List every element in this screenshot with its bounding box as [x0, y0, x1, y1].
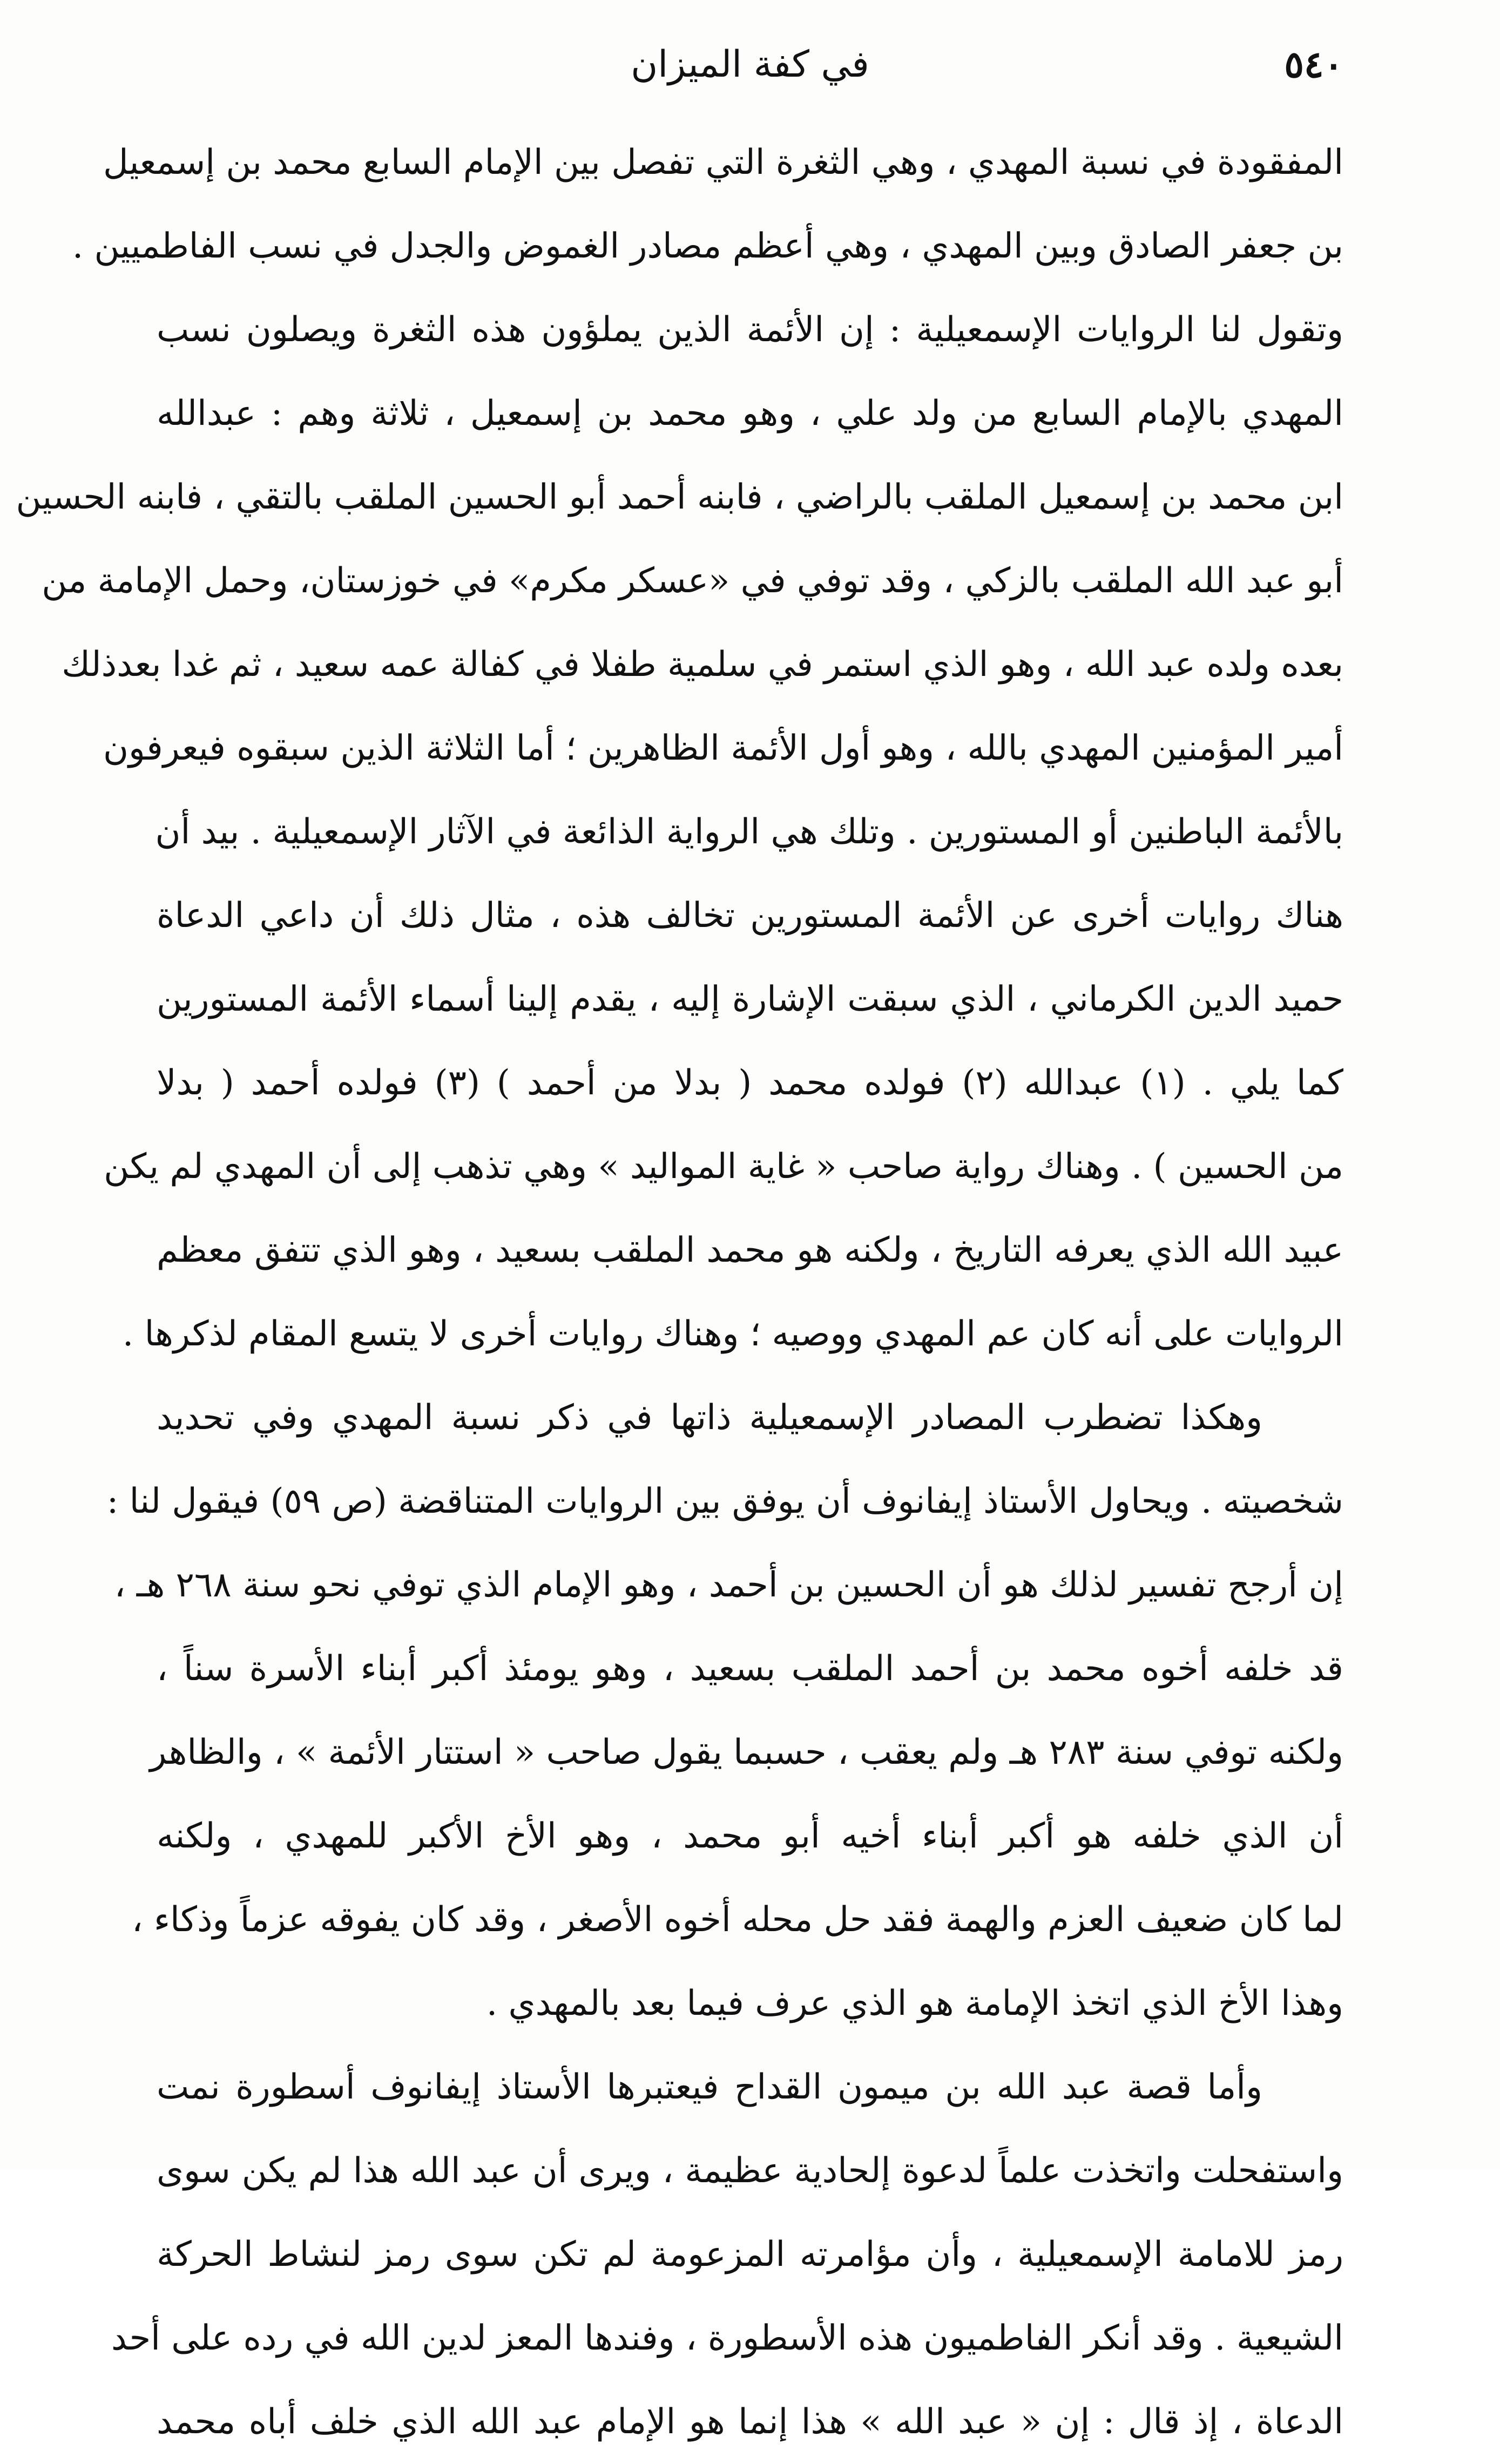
text-line: قد خلفه أخوه محمد بن أحمد الملقب بسعيد ، وهو يومئذ أكبر أبناء الأسرة سناً ،	[157, 1649, 1343, 1689]
text-line: وهكذا تضطرب المصادر الإسمعيلية ذاتها في ذكر نسبة المهدي وفي تحديد	[157, 1398, 1262, 1438]
text-line: أبو عبد الله الملقب بالزكي ، وقد توفي في «عسكر مكرم» في خوزستان، وحمل الإمامة من	[42, 561, 1343, 601]
text-line: ولكنه توفي سنة ٢٨٣ هـ ولم يعقب ، حسبما يقول صاحب « استتار الأئمة » ، والظاهر	[150, 1732, 1343, 1772]
text-line: رمز للامامة الإسمعيلية ، وأن مؤامرته المزعومة لم تكن سوى رمز لنشاط الحركة	[157, 2235, 1343, 2275]
text-line: إن أرجح تفسير لذلك هو أن الحسين بن أحمد ، وهو الإمام الذي توفي نحو سنة ٢٦٨ هـ ،	[114, 1565, 1343, 1605]
text-line: الشيعية . وقد أنكر الفاطميون هذه الأسطورة ، وفندها المعز لدين الله في رده على أحد	[111, 2318, 1343, 2358]
text-line: وأما قصة عبد الله بن ميمون القداح فيعتبرها الأستاذ إيفانوف أسطورة نمت	[157, 2067, 1262, 2107]
text-line: واستفحلت واتخذت علماً لدعوة إلحادية عظيمة ، ويرى أن عبد الله هذا لم يكن سوى	[157, 2151, 1343, 2191]
text-line: هناك روايات أخرى عن الأئمة المستورين تخالف هذه ، مثال ذلك أن داعي الدعاة	[157, 896, 1343, 936]
text-line: المهدي بالإمام السابع من ولد علي ، وهو محمد بن إسمعيل ، ثلاثة وهم : عبدالله	[157, 394, 1343, 434]
text-line: شخصيته . ويحاول الأستاذ إيفانوف أن يوفق بين الروايات المتناقضة (ص ٥٩) فيقول لنا :	[106, 1481, 1343, 1521]
body-text	[16, 121, 1344, 2464]
text-line: بالأئمة الباطنين أو المستورين . وتلك هي الرواية الذائعة في الآثار الإسمعيلية . بيد أن	[155, 812, 1343, 852]
text-line: ابن محمد بن إسمعيل الملقب بالراضي ، فابنه أحمد أبو الحسين الملقب بالتقي ، فابنه الحسين	[16, 477, 1343, 517]
text-line: كما يلي . (١) عبدالله (٢) فولده محمد ( بدلا من أحمد ) (٣) فولده أحمد ( بدلا	[157, 1063, 1344, 1103]
text-line: من الحسين ) . وهناك رواية صاحب « غاية المواليد » وهي تذهب إلى أن المهدي لم يكن	[104, 1147, 1343, 1187]
text-line: وتقول لنا الروايات الإسمعيلية : إن الأئمة الذين يملؤون هذه الثغرة ويصلون نسب	[157, 310, 1343, 350]
running-title: في كفة الميزان	[631, 43, 869, 86]
text-line: المفقودة في نسبة المهدي ، وهي الثغرة التي تفصل بين الإمام السابع محمد بن إسمعيل	[103, 143, 1343, 182]
text-line: وهذا الأخ الذي اتخذ الإمامة هو الذي عرف فيما بعد بالمهدي .	[486, 1984, 1343, 2023]
text-line: عبيد الله الذي يعرفه التاريخ ، ولكنه هو محمد الملقب بسعيد ، وهو الذي تتفق معظم	[157, 1230, 1344, 1270]
page-number: ٥٤٠	[1284, 43, 1343, 86]
text-line: الدعاة ، إذ قال : إن « عبد الله » هذا إنما هو الإمام عبد الله الذي خلف أباه محمد	[157, 2402, 1343, 2442]
text-line: بن جعفر الصادق وبين المهدي ، وهي أعظم مصادر الغموض والجدل في نسب الفاطميين .	[72, 226, 1343, 266]
text-line: الروايات على أنه كان عم المهدي ووصيه ؛ وهناك روايات أخرى لا يتسع المقام لذكرها .	[122, 1314, 1343, 1354]
text-line: بعده ولده عبد الله ، وهو الذي استمر في سلمية طفلا في كفالة عمه سعيد ، ثم غدا بعدذلك	[62, 645, 1343, 685]
text-line: أمير المؤمنين المهدي بالله ، وهو أول الأئمة الظاهرين ؛ أما الثلاثة الذين سبقوه فيعرفون	[103, 728, 1343, 768]
text-line: لما كان ضعيف العزم والهمة فقد حل محله أخوه الأصغر ، وقد كان يفوقه عزماً وذكاء ،	[131, 1900, 1343, 1940]
text-line: حميد الدين الكرماني ، الذي سبقت الإشارة إليه ، يقدم إلينا أسماء الأئمة المستورين	[157, 979, 1343, 1019]
text-line: أن الذي خلفه هو أكبر أبناء أخيه أبو محمد ، وهو الأخ الأكبر للمهدي ، ولكنه	[157, 1816, 1343, 1856]
running-header	[157, 32, 1343, 97]
